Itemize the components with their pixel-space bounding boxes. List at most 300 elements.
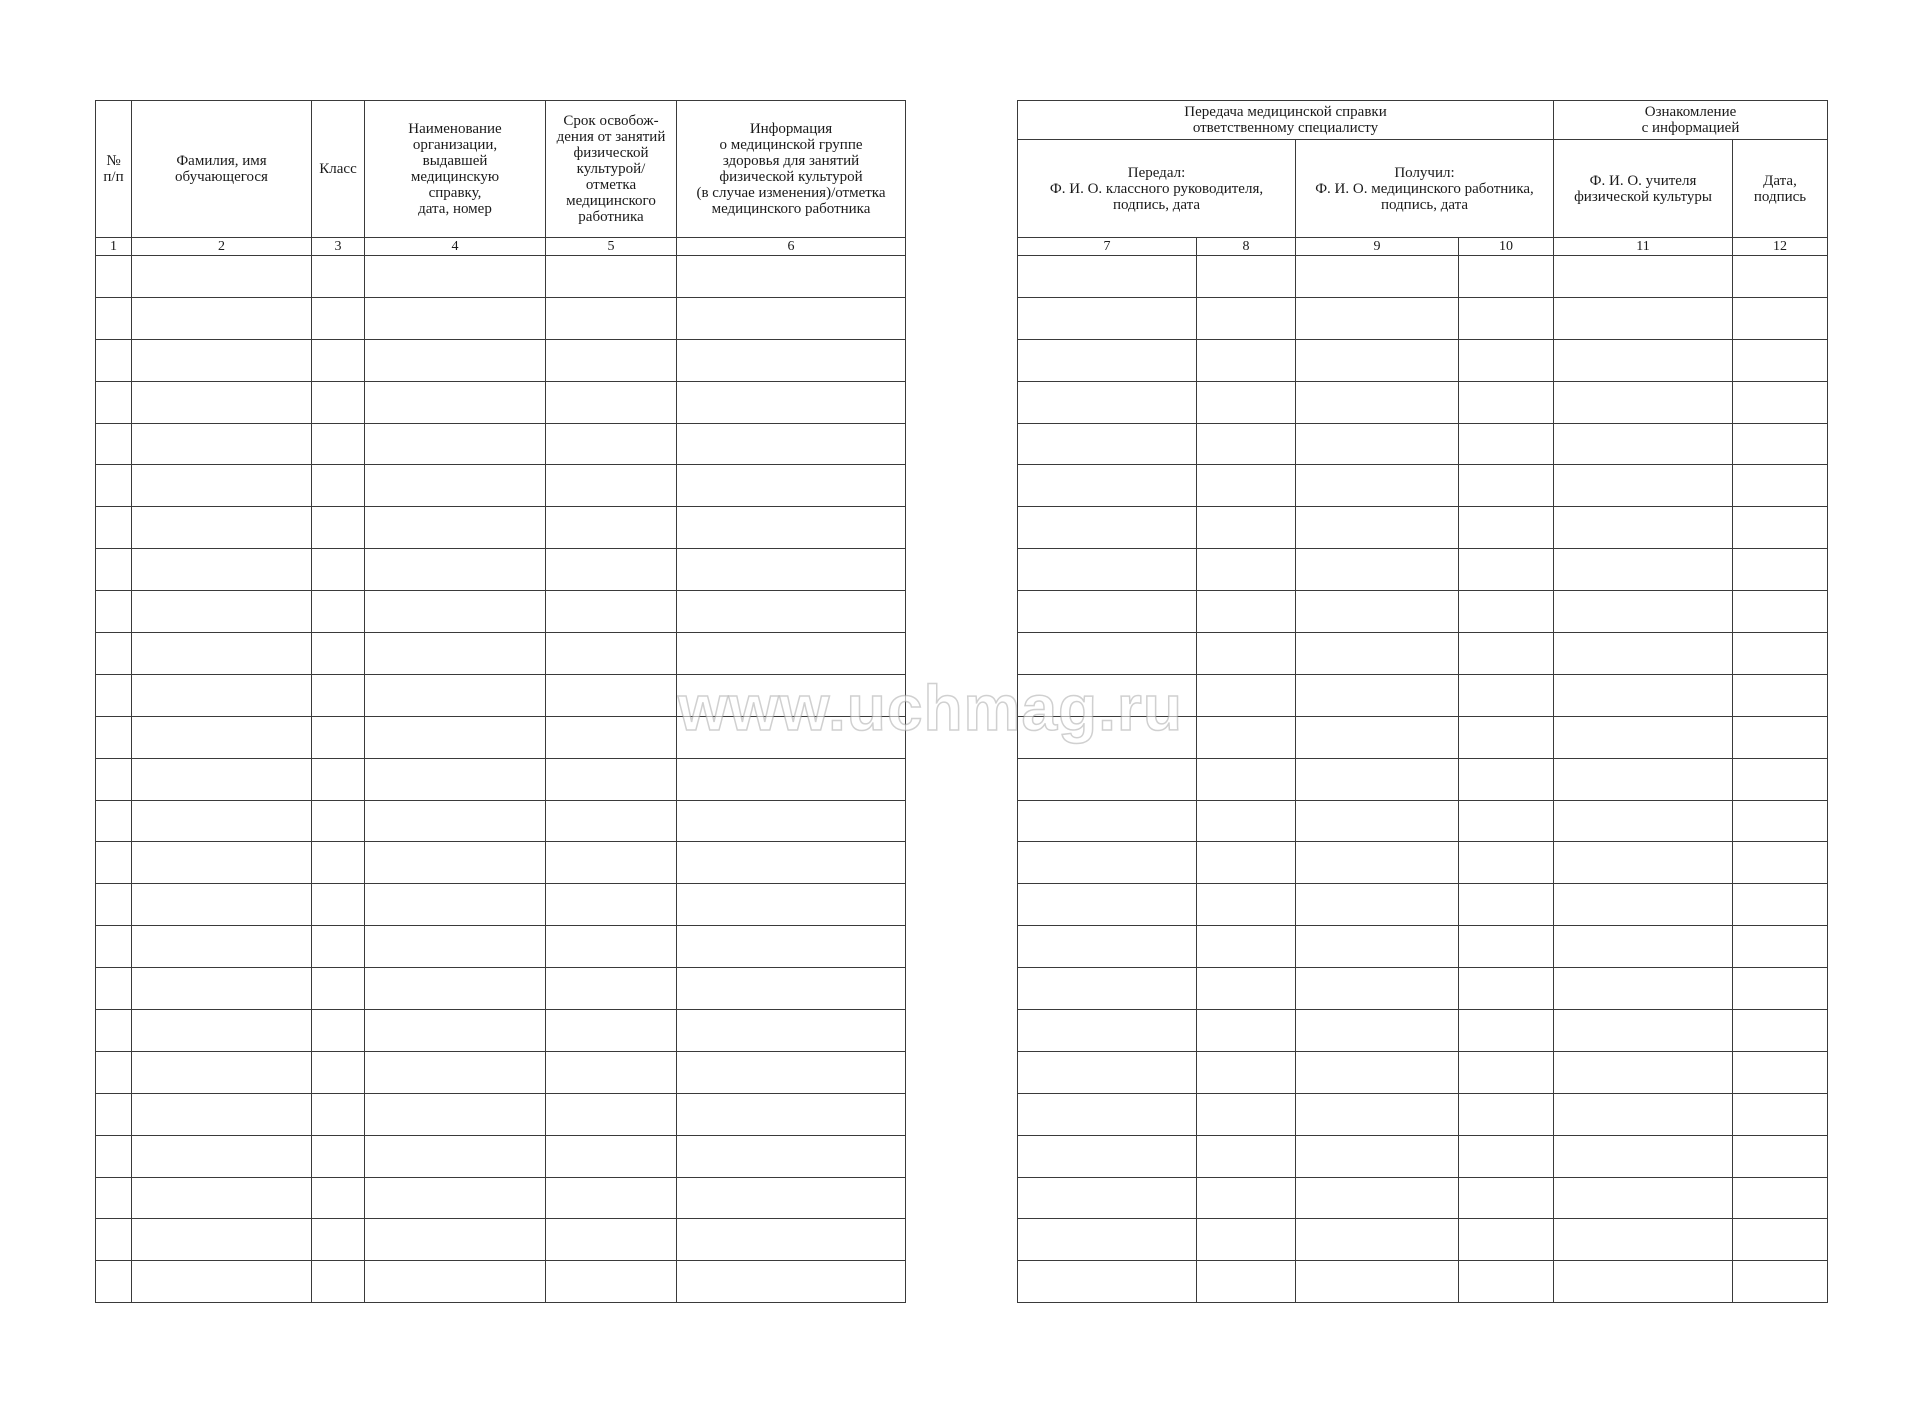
table-row [1018, 633, 1828, 675]
empty-cell [1197, 674, 1296, 716]
empty-cell [546, 800, 677, 842]
empty-cell [132, 926, 312, 968]
empty-cell [365, 926, 546, 968]
table-row [1018, 549, 1828, 591]
table-row [1018, 297, 1828, 339]
column-number: 1 [96, 238, 132, 256]
header-certificate-transfer: Передача медицинской справки ответственному специалисту [1018, 101, 1554, 140]
empty-cell [1296, 800, 1459, 842]
column-number: 3 [312, 238, 365, 256]
empty-cell [96, 1219, 132, 1261]
empty-cell [677, 591, 906, 633]
empty-cell [132, 256, 312, 298]
empty-cell [1554, 465, 1733, 507]
empty-cell [96, 256, 132, 298]
empty-cell [1459, 591, 1554, 633]
empty-cell [96, 884, 132, 926]
empty-cell [96, 716, 132, 758]
empty-cell [1733, 800, 1828, 842]
empty-cell [312, 1051, 365, 1093]
empty-cell [312, 297, 365, 339]
table-row [1018, 256, 1828, 298]
empty-cell [677, 800, 906, 842]
empty-cell [1018, 591, 1197, 633]
empty-cell [1018, 549, 1197, 591]
empty-cell [365, 1261, 546, 1303]
empty-cell [677, 465, 906, 507]
empty-cell [365, 1219, 546, 1261]
table-row [1018, 926, 1828, 968]
column-number: 7 [1018, 238, 1197, 256]
column-number: 2 [132, 238, 312, 256]
table-row [96, 926, 906, 968]
empty-cell [1554, 256, 1733, 298]
empty-cell [96, 1051, 132, 1093]
empty-cell [132, 1051, 312, 1093]
table-row [1018, 758, 1828, 800]
empty-cell [1459, 716, 1554, 758]
empty-cell [546, 256, 677, 298]
table-row [96, 758, 906, 800]
empty-cell [312, 1135, 365, 1177]
empty-cell [365, 1177, 546, 1219]
table-row [1018, 1093, 1828, 1135]
empty-cell [1554, 968, 1733, 1010]
empty-cell [1459, 381, 1554, 423]
empty-cell [312, 381, 365, 423]
empty-cell [1459, 633, 1554, 675]
empty-cell [365, 1135, 546, 1177]
table-row [1018, 339, 1828, 381]
empty-cell [546, 423, 677, 465]
empty-cell [1018, 381, 1197, 423]
empty-cell [1554, 297, 1733, 339]
empty-cell [1197, 549, 1296, 591]
empty-cell [1018, 800, 1197, 842]
empty-cell [1733, 1219, 1828, 1261]
empty-cell [1197, 800, 1296, 842]
header-health-group-info: Информация о медицинской группе здоровья для занятий физической культурой (в случае изменения)/отметка медицинского работника [677, 101, 906, 238]
empty-cell [1296, 549, 1459, 591]
right-register-table [1017, 100, 1828, 1303]
empty-cell [1296, 674, 1459, 716]
empty-cell [365, 297, 546, 339]
empty-cell [312, 256, 365, 298]
empty-cell [1459, 1093, 1554, 1135]
empty-cell [96, 1261, 132, 1303]
empty-cell [1733, 1093, 1828, 1135]
empty-cell [1197, 507, 1296, 549]
empty-cell [132, 1010, 312, 1052]
empty-cell [312, 1093, 365, 1135]
empty-cell [1296, 339, 1459, 381]
empty-cell [365, 256, 546, 298]
empty-cell [1459, 297, 1554, 339]
empty-cell [132, 549, 312, 591]
empty-cell [1733, 884, 1828, 926]
empty-cell [1459, 926, 1554, 968]
empty-cell [365, 968, 546, 1010]
table-row [1018, 1135, 1828, 1177]
table-row [96, 1010, 906, 1052]
header-received-by: Получил: Ф. И. О. медицинского работника, подпись, дата [1296, 140, 1554, 238]
table-row [96, 507, 906, 549]
empty-cell [1733, 633, 1828, 675]
empty-cell [1733, 256, 1828, 298]
empty-cell [1554, 1177, 1733, 1219]
empty-cell [132, 381, 312, 423]
empty-cell [1197, 884, 1296, 926]
empty-cell [1018, 297, 1197, 339]
empty-cell [1197, 465, 1296, 507]
empty-cell [1197, 1093, 1296, 1135]
header-class: Класс [312, 101, 365, 238]
empty-cell [1459, 842, 1554, 884]
empty-cell [546, 633, 677, 675]
empty-cell [1018, 1093, 1197, 1135]
empty-cell [312, 674, 365, 716]
empty-cell [1018, 423, 1197, 465]
empty-cell [1459, 339, 1554, 381]
empty-cell [1733, 1261, 1828, 1303]
empty-cell [132, 758, 312, 800]
empty-cell [96, 381, 132, 423]
empty-cell [1018, 507, 1197, 549]
empty-cell [132, 1177, 312, 1219]
empty-cell [96, 591, 132, 633]
empty-cell [677, 716, 906, 758]
empty-cell [1459, 1261, 1554, 1303]
empty-cell [365, 1051, 546, 1093]
empty-cell [1459, 1135, 1554, 1177]
empty-cell [312, 800, 365, 842]
empty-cell [1296, 1177, 1459, 1219]
empty-cell [312, 1219, 365, 1261]
empty-cell [96, 926, 132, 968]
empty-cell [546, 1051, 677, 1093]
empty-cell [1459, 423, 1554, 465]
empty-cell [1296, 842, 1459, 884]
empty-cell [1018, 968, 1197, 1010]
empty-cell [1554, 549, 1733, 591]
table-row [96, 1219, 906, 1261]
table-row [96, 381, 906, 423]
empty-cell [1554, 674, 1733, 716]
table-row [1018, 465, 1828, 507]
column-number: 10 [1459, 238, 1554, 256]
empty-cell [546, 1261, 677, 1303]
empty-cell [677, 884, 906, 926]
empty-cell [1296, 1051, 1459, 1093]
empty-cell [546, 758, 677, 800]
empty-cell [1296, 423, 1459, 465]
empty-cell [546, 926, 677, 968]
empty-cell [1733, 297, 1828, 339]
table-row [96, 1135, 906, 1177]
empty-cell [365, 591, 546, 633]
empty-cell [132, 716, 312, 758]
empty-cell [1018, 716, 1197, 758]
empty-cell [312, 465, 365, 507]
empty-cell [1554, 800, 1733, 842]
empty-cell [365, 507, 546, 549]
empty-cell [1018, 758, 1197, 800]
empty-cell [1733, 465, 1828, 507]
empty-cell [1733, 1135, 1828, 1177]
empty-cell [1296, 716, 1459, 758]
empty-cell [1554, 633, 1733, 675]
empty-cell [1459, 507, 1554, 549]
column-number: 4 [365, 238, 546, 256]
empty-cell [1459, 1219, 1554, 1261]
column-number: 12 [1733, 238, 1828, 256]
empty-cell [1733, 549, 1828, 591]
empty-cell [365, 423, 546, 465]
empty-cell [677, 256, 906, 298]
empty-cell [132, 633, 312, 675]
empty-cell [1018, 339, 1197, 381]
empty-cell [1197, 758, 1296, 800]
empty-cell [312, 507, 365, 549]
empty-cell [365, 633, 546, 675]
empty-cell [96, 465, 132, 507]
empty-cell [546, 465, 677, 507]
empty-cell [312, 758, 365, 800]
empty-cell [546, 1177, 677, 1219]
empty-cell [546, 1093, 677, 1135]
empty-cell [1459, 465, 1554, 507]
table-row [1018, 674, 1828, 716]
empty-cell [1197, 1010, 1296, 1052]
empty-cell [132, 339, 312, 381]
empty-cell [1554, 842, 1733, 884]
empty-cell [1197, 842, 1296, 884]
table-row [1018, 800, 1828, 842]
empty-cell [1459, 1051, 1554, 1093]
empty-cell [312, 549, 365, 591]
column-number: 11 [1554, 238, 1733, 256]
table-row [96, 884, 906, 926]
empty-cell [365, 465, 546, 507]
empty-cell [132, 297, 312, 339]
empty-cell [677, 1219, 906, 1261]
table-row [96, 465, 906, 507]
empty-cell [1296, 297, 1459, 339]
right-group-header-row [1018, 101, 1828, 140]
empty-cell [1197, 297, 1296, 339]
empty-cell [546, 381, 677, 423]
empty-cell [365, 716, 546, 758]
empty-cell [1554, 381, 1733, 423]
empty-cell [546, 1010, 677, 1052]
empty-cell [546, 842, 677, 884]
empty-cell [677, 674, 906, 716]
header-issuing-organization: Наименование организации, выдавшей медицинскую справку, дата, номер [365, 101, 546, 238]
table-row [96, 674, 906, 716]
empty-cell [96, 1010, 132, 1052]
empty-cell [1018, 633, 1197, 675]
empty-cell [96, 674, 132, 716]
empty-cell [96, 1093, 132, 1135]
header-date-signature: Дата, подпись [1733, 140, 1828, 238]
empty-cell [1197, 1177, 1296, 1219]
empty-cell [677, 1051, 906, 1093]
table-row [96, 842, 906, 884]
empty-cell [96, 297, 132, 339]
column-number: 9 [1296, 238, 1459, 256]
empty-cell [1554, 1261, 1733, 1303]
empty-cell [546, 1135, 677, 1177]
table-row [96, 256, 906, 298]
empty-cell [312, 716, 365, 758]
empty-cell [1018, 1177, 1197, 1219]
empty-cell [312, 423, 365, 465]
empty-cell [365, 674, 546, 716]
empty-cell [677, 381, 906, 423]
table-row [96, 1093, 906, 1135]
empty-cell [677, 423, 906, 465]
empty-cell [1554, 591, 1733, 633]
empty-cell [365, 381, 546, 423]
empty-cell [677, 297, 906, 339]
empty-cell [365, 842, 546, 884]
empty-cell [1733, 507, 1828, 549]
table-row [96, 1177, 906, 1219]
empty-cell [546, 297, 677, 339]
empty-cell [365, 339, 546, 381]
table-row [96, 297, 906, 339]
empty-cell [677, 1261, 906, 1303]
empty-cell [1554, 507, 1733, 549]
left-header-row [96, 101, 906, 238]
table-row [96, 968, 906, 1010]
empty-cell [677, 842, 906, 884]
empty-cell [1197, 1261, 1296, 1303]
empty-cell [1296, 381, 1459, 423]
empty-cell [132, 800, 312, 842]
empty-cell [677, 926, 906, 968]
table-row [96, 423, 906, 465]
empty-cell [677, 1010, 906, 1052]
empty-cell [546, 549, 677, 591]
header-row-number: № п/п [96, 101, 132, 238]
table-row [1018, 1051, 1828, 1093]
table-row [96, 633, 906, 675]
empty-cell [677, 968, 906, 1010]
empty-cell [1018, 1135, 1197, 1177]
table-row [1018, 1261, 1828, 1303]
header-acknowledgement: Ознакомление с информацией [1554, 101, 1828, 140]
column-number: 8 [1197, 238, 1296, 256]
empty-cell [312, 1177, 365, 1219]
empty-cell [96, 758, 132, 800]
empty-cell [96, 842, 132, 884]
empty-cell [1296, 884, 1459, 926]
empty-cell [677, 507, 906, 549]
empty-cell [312, 1261, 365, 1303]
empty-cell [1197, 633, 1296, 675]
left-register-table [95, 100, 906, 1303]
empty-cell [546, 339, 677, 381]
empty-cell [677, 1177, 906, 1219]
empty-cell [1733, 674, 1828, 716]
empty-cell [546, 591, 677, 633]
empty-cell [1733, 968, 1828, 1010]
empty-cell [1296, 968, 1459, 1010]
empty-cell [1018, 1051, 1197, 1093]
table-row [96, 591, 906, 633]
empty-cell [96, 549, 132, 591]
empty-cell [1733, 1051, 1828, 1093]
table-row [1018, 423, 1828, 465]
table-row [1018, 381, 1828, 423]
empty-cell [96, 800, 132, 842]
empty-cell [365, 1093, 546, 1135]
empty-cell [546, 716, 677, 758]
empty-cell [365, 1010, 546, 1052]
empty-cell [1296, 507, 1459, 549]
empty-cell [365, 884, 546, 926]
empty-cell [1018, 1010, 1197, 1052]
empty-cell [96, 339, 132, 381]
empty-cell [1554, 758, 1733, 800]
empty-cell [1197, 591, 1296, 633]
empty-cell [1197, 716, 1296, 758]
empty-cell [96, 1135, 132, 1177]
empty-cell [1296, 465, 1459, 507]
empty-cell [312, 842, 365, 884]
table-row [1018, 842, 1828, 884]
table-row [1018, 1010, 1828, 1052]
empty-cell [677, 633, 906, 675]
right-sub-header-row [1018, 140, 1828, 238]
empty-cell [1554, 716, 1733, 758]
empty-cell [1459, 549, 1554, 591]
empty-cell [1197, 256, 1296, 298]
table-row [96, 1051, 906, 1093]
empty-cell [1554, 884, 1733, 926]
empty-cell [1554, 1010, 1733, 1052]
empty-cell [132, 591, 312, 633]
empty-cell [1733, 716, 1828, 758]
table-row [1018, 884, 1828, 926]
table-row [96, 800, 906, 842]
empty-cell [1018, 674, 1197, 716]
empty-cell [312, 926, 365, 968]
empty-cell [677, 549, 906, 591]
empty-cell [132, 1093, 312, 1135]
empty-cell [546, 1219, 677, 1261]
empty-cell [1296, 1219, 1459, 1261]
empty-cell [1018, 842, 1197, 884]
empty-cell [132, 968, 312, 1010]
empty-cell [1733, 591, 1828, 633]
empty-cell [1296, 633, 1459, 675]
empty-cell [1733, 1177, 1828, 1219]
empty-cell [132, 674, 312, 716]
table-row [1018, 1219, 1828, 1261]
empty-cell [1018, 926, 1197, 968]
empty-cell [1197, 381, 1296, 423]
table-row [1018, 507, 1828, 549]
empty-cell [1733, 1010, 1828, 1052]
column-number: 6 [677, 238, 906, 256]
empty-cell [365, 549, 546, 591]
empty-cell [677, 1093, 906, 1135]
empty-cell [1296, 256, 1459, 298]
header-exemption-period: Срок освобож- дения от занятий физической культурой/ отметка медицинского работника [546, 101, 677, 238]
empty-cell [1296, 1010, 1459, 1052]
